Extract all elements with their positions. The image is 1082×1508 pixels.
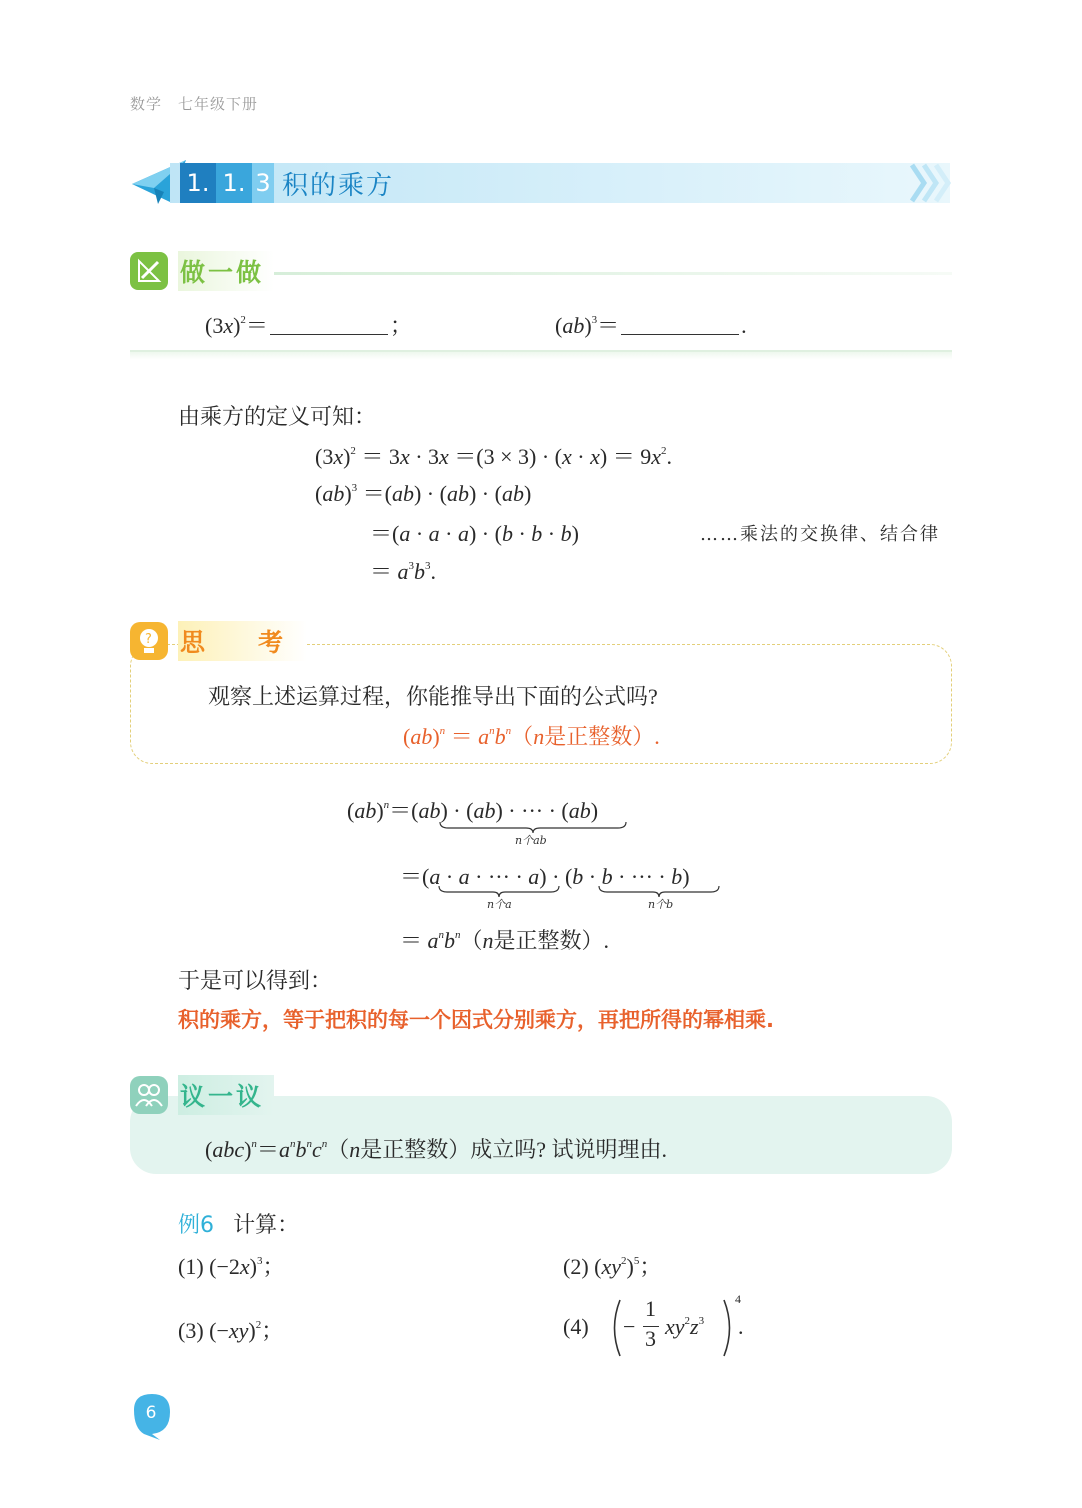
page-number: 6	[145, 1403, 157, 1423]
conclusion-intro: 于是可以得到：	[178, 968, 333, 993]
left-paren	[607, 1298, 623, 1358]
brace-label-b: n个b	[648, 898, 674, 911]
try-it-question-1: $(3x)^2=$ ；	[205, 313, 412, 338]
derivation-note: ……乘法的交换律、结合律	[700, 524, 940, 545]
page-number-badge	[130, 1392, 170, 1436]
discuss-head	[130, 1078, 274, 1112]
answer-blank-1[interactable]	[270, 316, 388, 335]
section-num-3: 3	[252, 163, 274, 203]
example-item-1: (1) $(-2x)^3$；	[178, 1254, 285, 1279]
svg-text:?: ?	[145, 632, 152, 647]
think-head	[130, 624, 307, 658]
derivation-line-3: ＝(a · a · a) · (b · b · b)	[370, 521, 579, 546]
lightbulb-icon	[130, 622, 168, 660]
try-it-question-2: (ab)$^3$＝ .	[555, 313, 747, 338]
proof-line-3: ＝ $a^nb^n(n$是正整数）.	[400, 928, 610, 953]
chevrons-icon	[908, 163, 952, 203]
people-icon	[130, 1076, 168, 1114]
try-it-label: 做一做	[178, 251, 274, 291]
derivation-intro: 由乘方的定义可知：	[178, 404, 377, 429]
section-title-bar	[130, 160, 952, 206]
pencil-ruler-icon	[130, 252, 168, 290]
derivation-line-1: $(3x)^2 = 3x \cdot 3x =(3 \times 3) \cdot (x \cdot x) = 9x^2$.	[315, 444, 672, 469]
section-num-1: 1.	[180, 163, 216, 203]
think-formula: $(ab)^n = a^nb^n(n$是正整数）.	[403, 724, 660, 750]
running-header: 数学 七年级下册	[130, 95, 259, 113]
think-question: 观察上述运算过程，你能推导出下面的公式吗?	[208, 684, 658, 709]
brace-label-a: n个a	[487, 898, 512, 911]
example-head	[178, 1208, 299, 1239]
think-label: 思 考	[178, 621, 307, 661]
try-it-block	[130, 252, 952, 362]
example-label: 例6	[178, 1213, 214, 1238]
section-title: 积的乘方	[282, 171, 395, 201]
brace-label-ab: n个ab	[515, 834, 547, 847]
product-power-rule: 积的乘方，等于把积的每一个因式分别乘方，再把所得的幂相乘.	[178, 1008, 774, 1032]
discuss-label: 议一议	[178, 1075, 274, 1115]
right-paren	[721, 1298, 737, 1358]
section-num-2: 1.	[216, 163, 252, 203]
discuss-question: $(abc)^n=a^nb^nc^n(n$是正整数）成立吗? 试说明理由.	[205, 1137, 667, 1162]
answer-blank-2[interactable]	[621, 316, 739, 335]
example-prompt: 计算：	[233, 1212, 300, 1237]
proof-line-1: (ab)$^n$＝(ab) · (ab) · ··· · (ab)	[347, 798, 599, 823]
example-item-3: (3) $(-xy)^2$；	[178, 1318, 284, 1343]
derivation-line-4: ＝ $a^3b^3$.	[370, 559, 437, 584]
proof-line-2: ＝(a · a · ··· · a) · (b · b · ··· · b)	[400, 864, 690, 889]
example-item-2: (2) $(xy^2)^5$；	[563, 1254, 662, 1279]
derivation-line-2: (ab)$^3$ ＝(ab) · (ab) · (ab)	[315, 481, 532, 506]
